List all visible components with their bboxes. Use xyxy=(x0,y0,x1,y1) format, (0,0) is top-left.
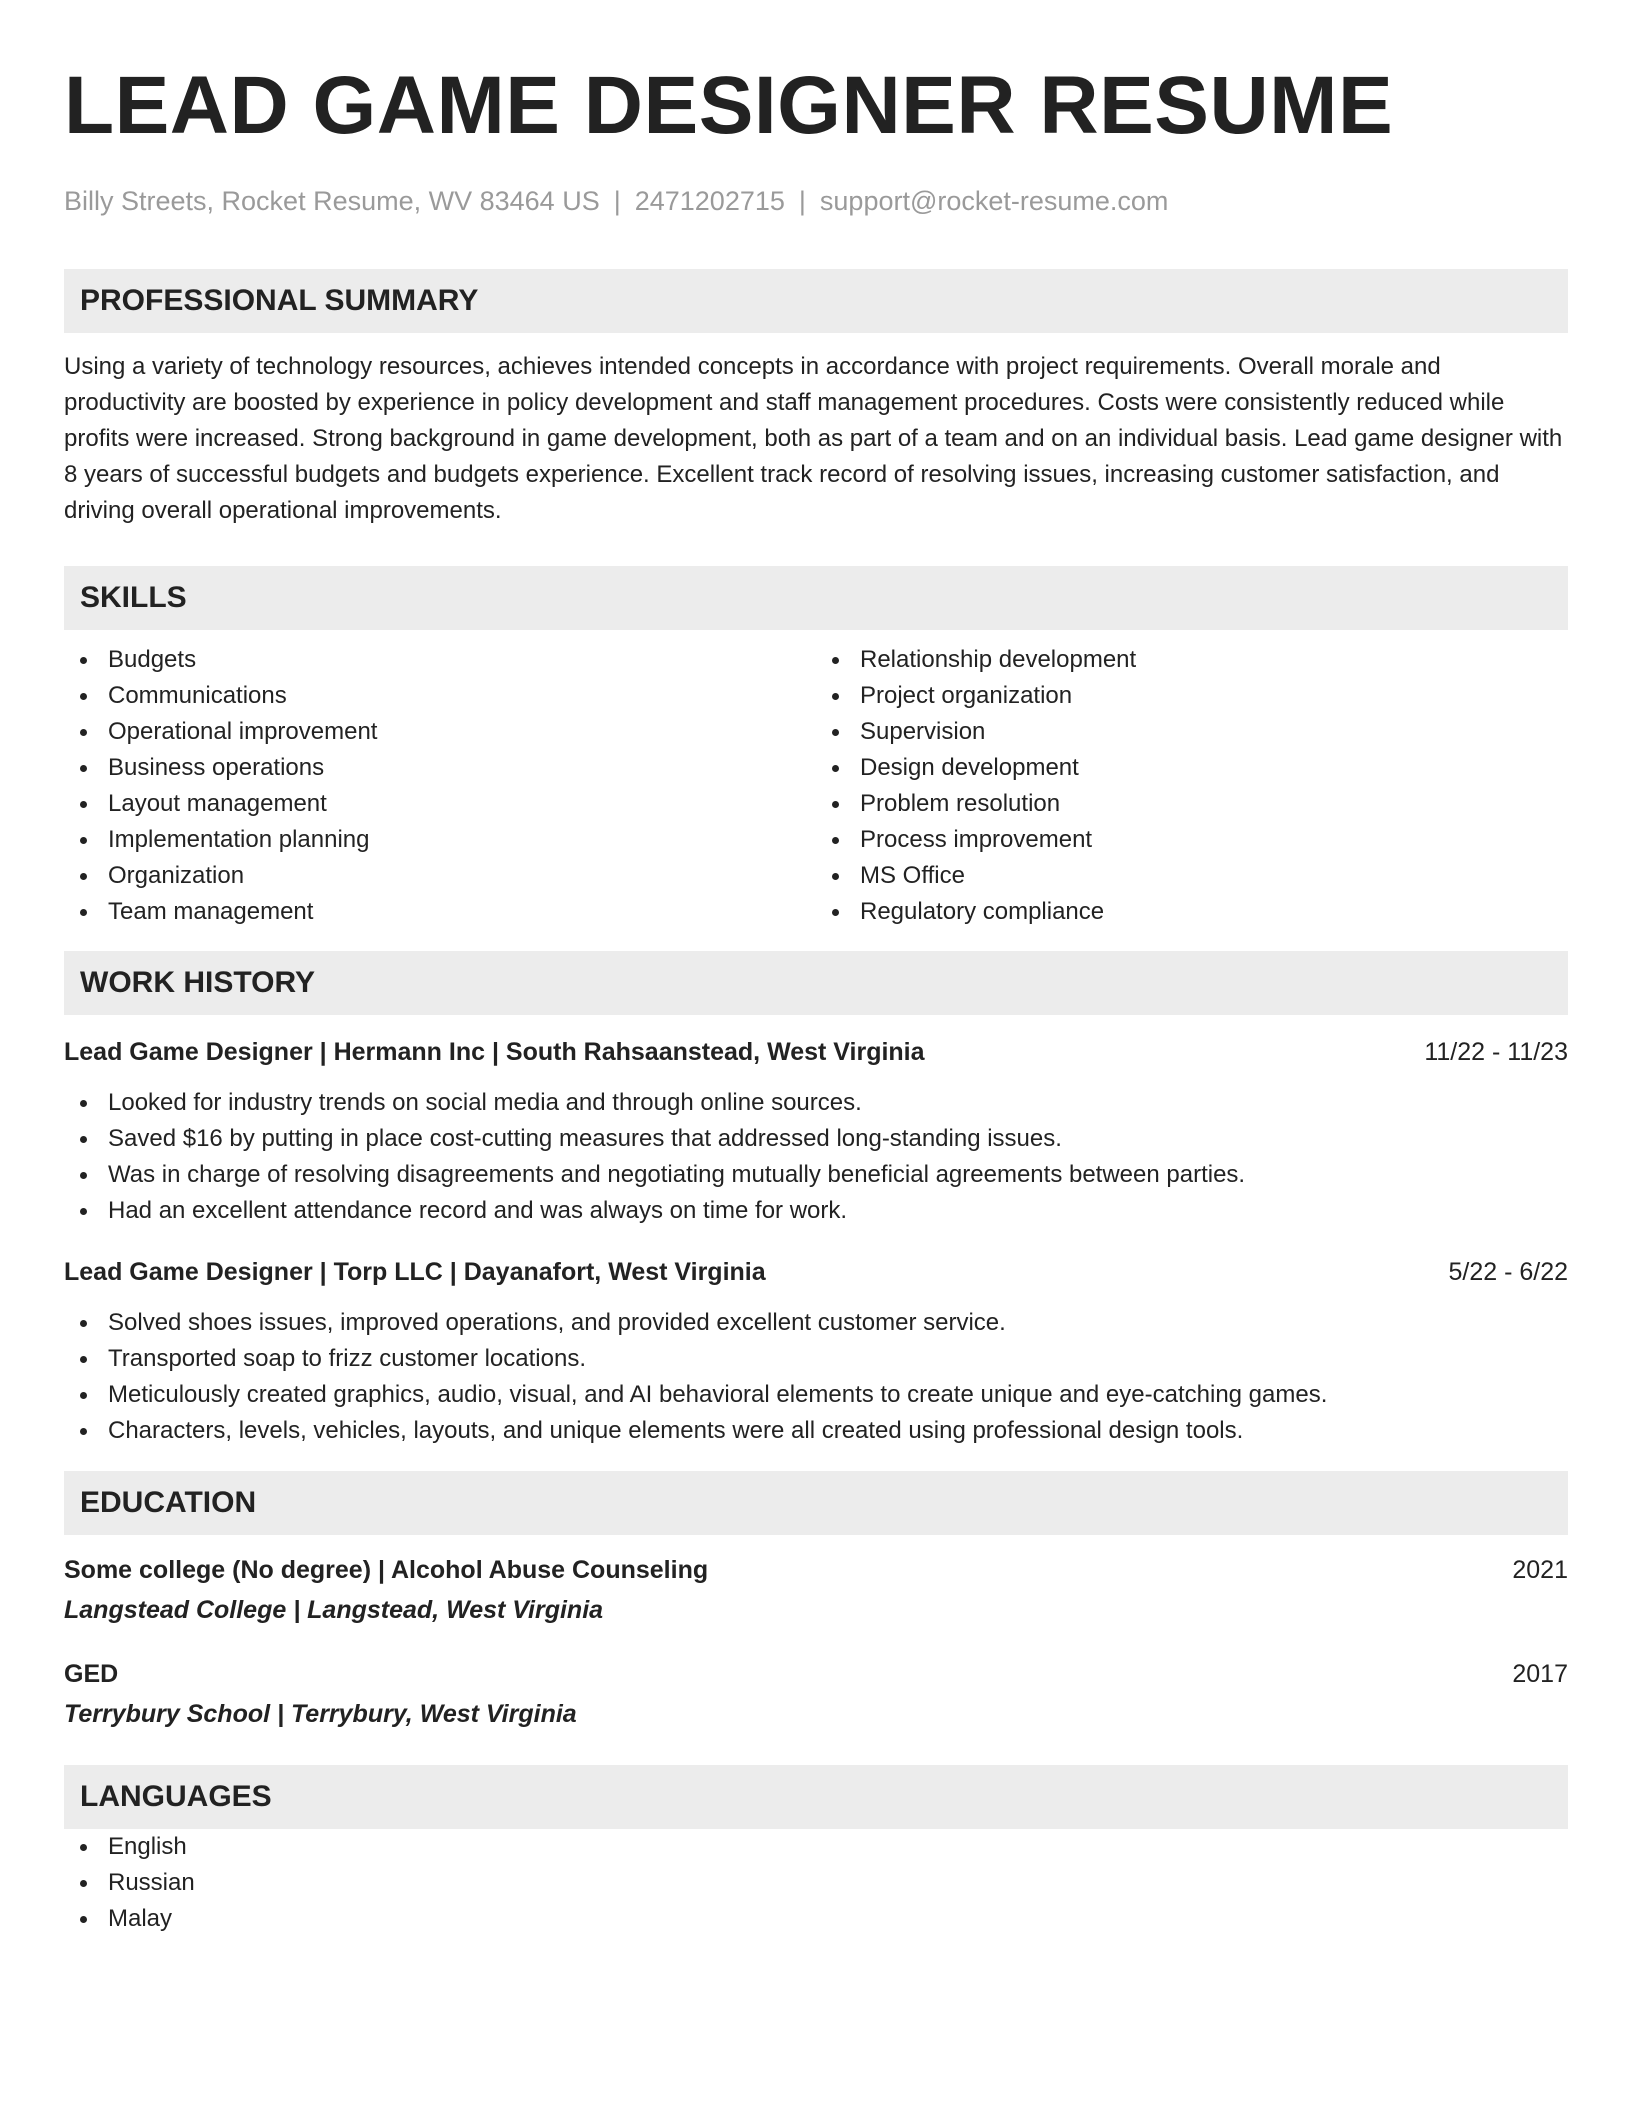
job-bullet: Characters, levels, vehicles, layouts, and unique elements were all created using professional design tools. xyxy=(64,1413,1568,1449)
education-entry xyxy=(64,1657,1568,1731)
contact-email: support@rocket-resume.com xyxy=(819,186,1169,216)
language-item: Russian xyxy=(64,1865,1568,1901)
education-entry xyxy=(64,1553,1568,1627)
education-school: Terrybury School | Terrybury, West Virginia xyxy=(64,1700,577,1728)
job-bullet: Had an excellent attendance record and was always on time for work. xyxy=(64,1193,1568,1229)
skill-item: Relationship development xyxy=(816,642,1568,678)
contact-separator: | xyxy=(798,186,806,216)
contact-address: Billy Streets, Rocket Resume, WV 83464 US xyxy=(64,186,600,216)
contact-separator: | xyxy=(613,186,621,216)
contact-phone: 2471202715 xyxy=(634,186,785,216)
skill-item: MS Office xyxy=(816,858,1568,894)
skill-item: Budgets xyxy=(64,642,816,678)
skill-item: Design development xyxy=(816,750,1568,786)
skill-item: Organization xyxy=(64,858,816,894)
job-bullet: Meticulously created graphics, audio, visual, and AI behavioral elements to create unique and eye-catching games. xyxy=(64,1377,1568,1413)
skills-column-right xyxy=(816,642,1568,930)
skill-item: Layout management xyxy=(64,786,816,822)
skill-item: Supervision xyxy=(816,714,1568,750)
skill-item: Process improvement xyxy=(816,822,1568,858)
job-bullet: Solved shoes issues, improved operations, and provided excellent customer service. xyxy=(64,1305,1568,1341)
summary-text: Using a variety of technology resources, achieves intended concepts in accordance with project requirements. Overall morale and productivity are boosted by experience in policy development and staff management procedures. Costs were consistently reduced while profits were increased. Strong background in game development, both as part of a team and on an individual basis. Lead game designer with 8 years of successful budgets and budgets experience. Excellent track record of resolving issues, increasing customer satisfaction, and driving overall operational improvements. xyxy=(64,353,1563,524)
job-bullet: Looked for industry trends on social media and through online sources. xyxy=(64,1085,1568,1121)
job-title: Lead Game Designer | Hermann Inc | South Rahsaanstead, West Virginia xyxy=(64,1038,925,1066)
skill-item: Problem resolution xyxy=(816,786,1568,822)
job-dates: 11/22 - 11/23 xyxy=(1424,1038,1568,1066)
education-degree: Some college (No degree) | Alcohol Abuse Counseling xyxy=(64,1556,709,1584)
education-year: 2021 xyxy=(1512,1556,1568,1584)
education-degree: GED xyxy=(64,1660,119,1688)
section-header-skills: SKILLS xyxy=(64,566,1568,630)
education-school: Langstead College | Langstead, West Virginia xyxy=(64,1596,604,1624)
job-entry xyxy=(64,1035,1568,1229)
languages-list xyxy=(64,1829,1568,1937)
skill-item: Project organization xyxy=(816,678,1568,714)
job-entry xyxy=(64,1255,1568,1449)
skill-item: Operational improvement xyxy=(64,714,816,750)
job-title: Lead Game Designer | Torp LLC | Dayanafort, West Virginia xyxy=(64,1258,766,1286)
education-year: 2017 xyxy=(1512,1660,1568,1688)
job-bullet: Saved $16 by putting in place cost-cutting measures that addressed long-standing issues. xyxy=(64,1121,1568,1157)
job-bullet: Transported soap to frizz customer locations. xyxy=(64,1341,1568,1377)
skill-item: Implementation planning xyxy=(64,822,816,858)
skills-list xyxy=(64,642,1568,930)
language-item: English xyxy=(64,1829,1568,1865)
skill-item: Communications xyxy=(64,678,816,714)
section-header-work-history: WORK HISTORY xyxy=(64,951,1568,1015)
resume-title: LEAD GAME DESIGNER RESUME xyxy=(64,60,1394,151)
skill-item: Team management xyxy=(64,894,816,930)
section-header-education: EDUCATION xyxy=(64,1471,1568,1535)
skills-column-left xyxy=(64,642,816,930)
job-dates: 5/22 - 6/22 xyxy=(1448,1258,1568,1286)
language-item: Malay xyxy=(64,1901,1568,1937)
contact-line xyxy=(64,184,1568,218)
skill-item: Regulatory compliance xyxy=(816,894,1568,930)
skill-item: Business operations xyxy=(64,750,816,786)
job-bullet: Was in charge of resolving disagreements and negotiating mutually beneficial agreements between parties. xyxy=(64,1157,1568,1193)
section-header-summary: PROFESSIONAL SUMMARY xyxy=(64,269,1568,333)
section-header-languages: LANGUAGES xyxy=(64,1765,1568,1829)
